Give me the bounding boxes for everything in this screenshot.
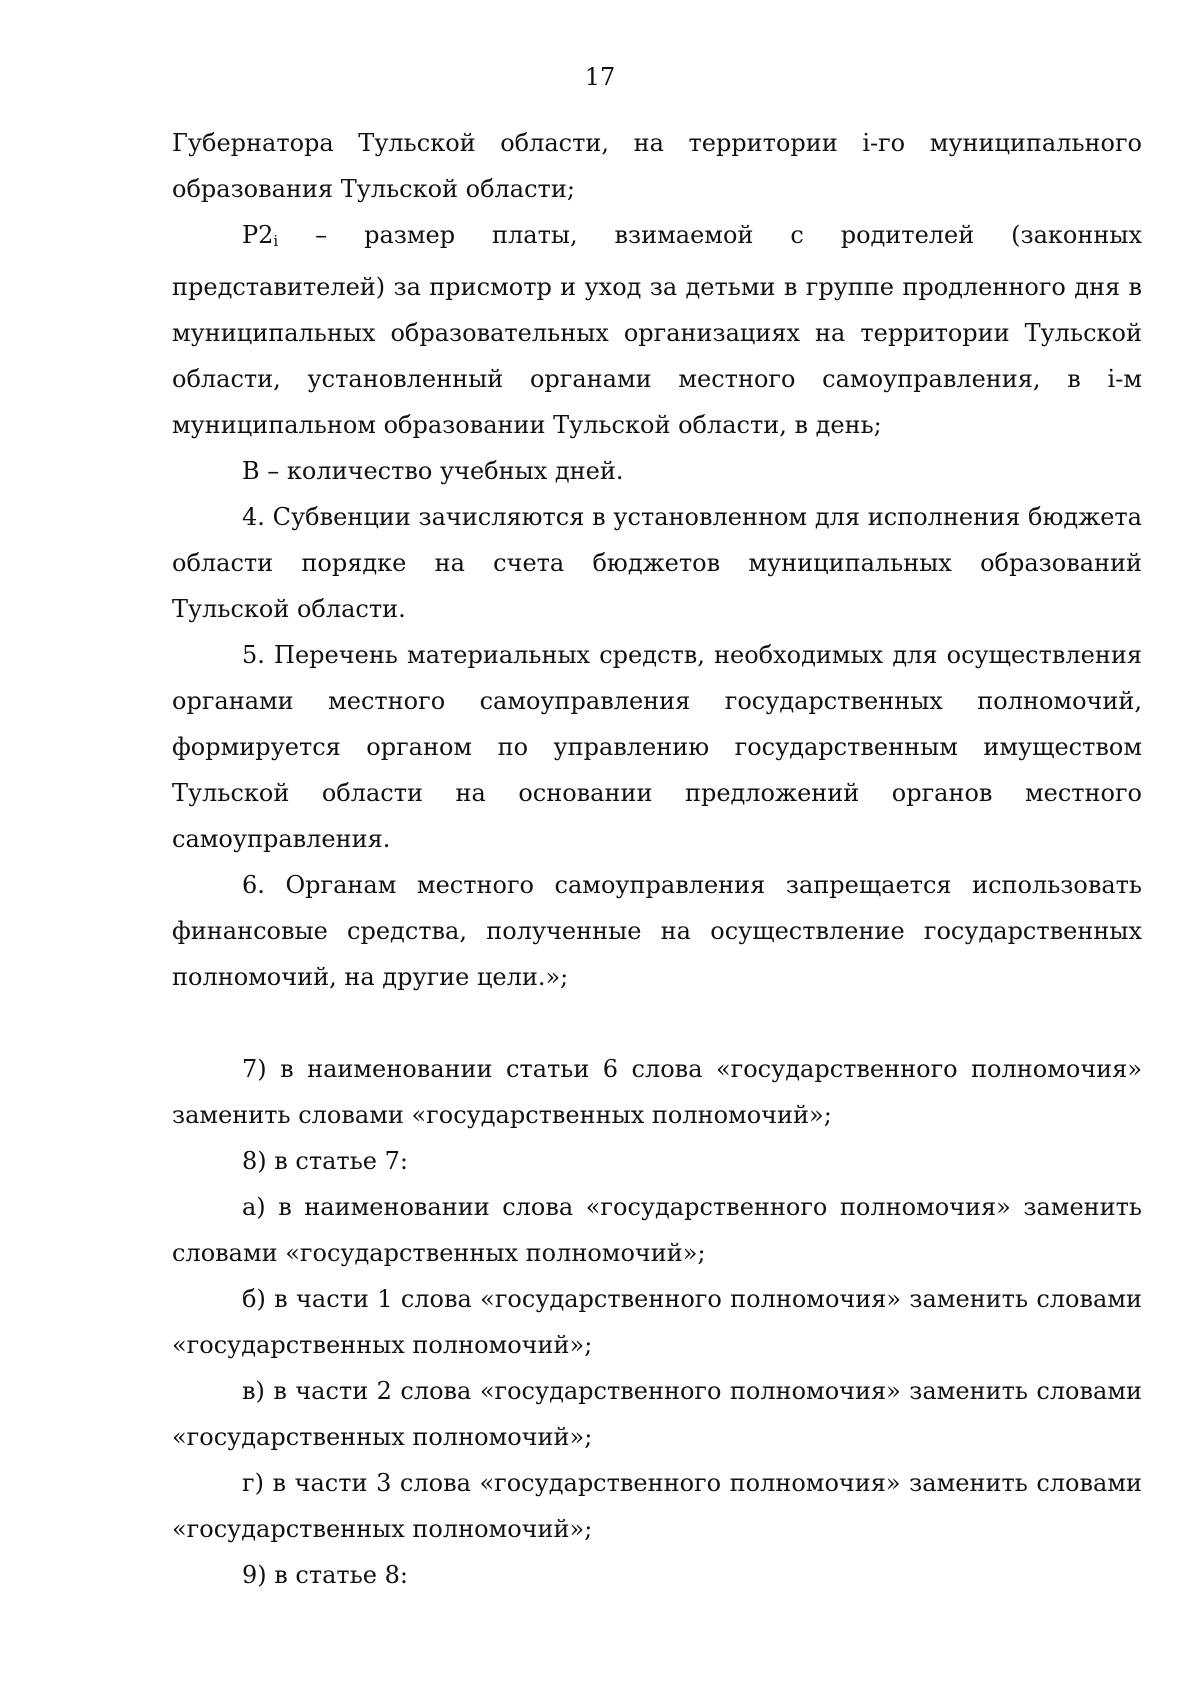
- paragraph-amendment-9: 9) в статье 8:: [242, 1561, 408, 1589]
- paragraph-amendment-8: 8) в статье 7:: [242, 1147, 408, 1175]
- paragraph-amendment-7: 7) в наименовании статьи 6 слова «государственного полномочия» заменить словами «государственных полномочий»;: [172, 1055, 1142, 1129]
- paragraph-item-6: 6. Органам местного самоуправления запрещается использовать финансовые средства, полученные на осуществление государственных полномочий, на другие цели.»;: [172, 871, 1142, 991]
- paragraph-amendment-8g: г) в части 3 слова «государственного полномочия» заменить словами «государственных полномочий»;: [172, 1469, 1142, 1543]
- paragraph-amendment-8b: б) в части 1 слова «государственного полномочия» заменить словами «государственных полномочий»;: [172, 1285, 1142, 1359]
- p2-subscript: i: [273, 232, 279, 250]
- paragraph-amendment-8a: а) в наименовании слова «государственного полномочия» заменить словами «государственных полномочий»;: [172, 1193, 1142, 1267]
- document-body: [172, 120, 1142, 1598]
- paragraph-continuation: Губернатора Тульской области, на территории i-го муниципального образования Тульской области;: [172, 129, 1142, 203]
- paragraph-item-4: 4. Субвенции зачисляются в установленном для исполнения бюджета области порядке на счета бюджетов муниципальных образований Тульской области.: [172, 503, 1142, 623]
- page-number: 17: [584, 63, 616, 91]
- p2-definition-text: – размер платы, взимаемой с родителей (законных представителей) за присмотр и уход за детьми в группе продленного дня в муниципальных образовательных организациях на территории Тульской области, установленный органами местного самоуправления, в i-м муниципальном образовании Тульской области, в день;: [172, 221, 1142, 439]
- paragraph-item-5: 5. Перечень материальных средств, необходимых для осуществления органами местного самоуправления государственных полномочий, формируется органом по управлению государственным имуществом Тульской области на основании предложений органов местного самоуправления.: [172, 641, 1142, 853]
- paragraph-b-definition: B – количество учебных дней.: [242, 457, 624, 485]
- paragraph-amendment-8v: в) в части 2 слова «государственного полномочия» заменить словами «государственных полномочий»;: [172, 1377, 1142, 1451]
- paragraph-p2-definition: [172, 212, 1142, 448]
- p2-symbol: P2: [242, 221, 274, 249]
